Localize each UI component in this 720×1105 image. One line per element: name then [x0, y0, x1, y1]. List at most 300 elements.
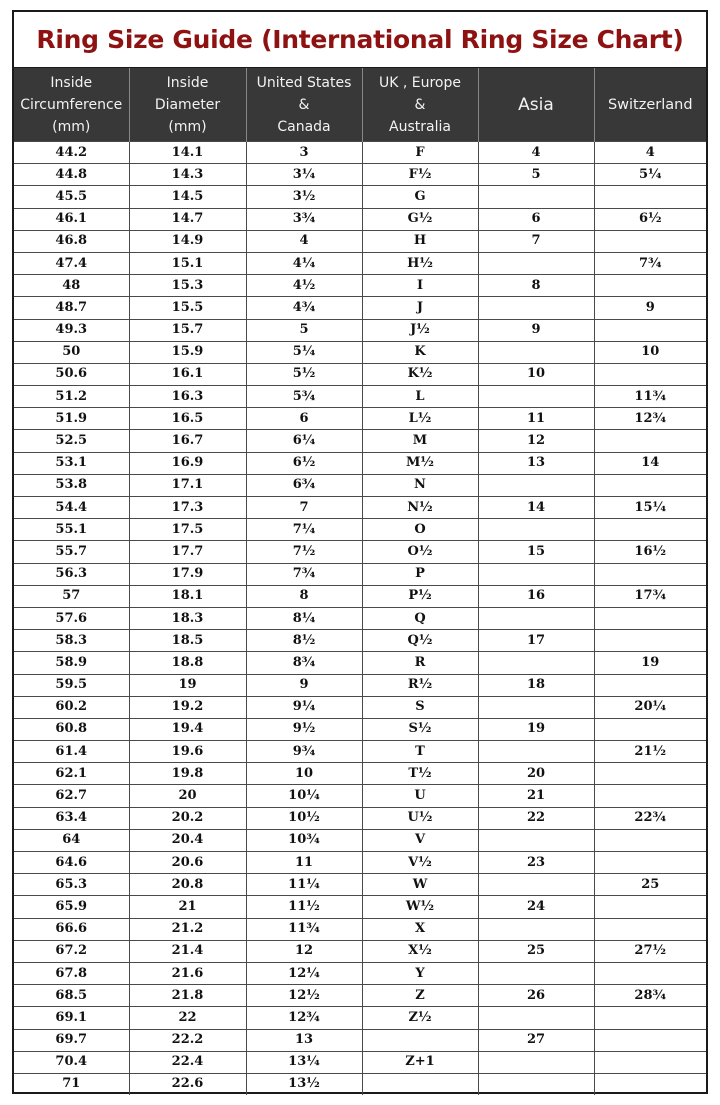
asia-size-cell: 5 — [478, 164, 594, 186]
diameter-cell: 21.8 — [129, 985, 246, 1007]
table-row — [14, 918, 706, 940]
us-size-cell: 4 — [246, 230, 362, 252]
diameter-cell: 22.2 — [129, 1029, 246, 1051]
asia-size-cell: 17 — [478, 630, 594, 652]
header-switzerland: Switzerland — [594, 68, 706, 142]
us-size-cell: 7¾ — [246, 563, 362, 585]
asia-size-cell — [478, 474, 594, 496]
circumference-cell: 64.6 — [14, 852, 129, 874]
asia-size-cell: 11 — [478, 408, 594, 430]
swiss-size-cell — [594, 519, 706, 541]
us-size-cell: 6¼ — [246, 430, 362, 452]
us-size-cell: 3½ — [246, 186, 362, 208]
diameter-cell: 19.2 — [129, 696, 246, 718]
diameter-cell: 17.5 — [129, 519, 246, 541]
circumference-cell: 50 — [14, 341, 129, 363]
uk-size-cell: U — [362, 785, 478, 807]
table-row — [14, 852, 706, 874]
table-row — [14, 874, 706, 896]
asia-size-cell — [478, 696, 594, 718]
circumference-cell: 71 — [14, 1073, 129, 1095]
uk-size-cell: R — [362, 652, 478, 674]
uk-size-cell: O½ — [362, 541, 478, 563]
diameter-cell: 16.1 — [129, 363, 246, 385]
diameter-cell: 15.5 — [129, 297, 246, 319]
table-row — [14, 1007, 706, 1029]
circumference-cell: 55.7 — [14, 541, 129, 563]
asia-size-cell — [478, 741, 594, 763]
swiss-size-cell: 14 — [594, 452, 706, 474]
asia-size-cell: 26 — [478, 985, 594, 1007]
diameter-cell: 22.4 — [129, 1051, 246, 1073]
uk-size-cell: O — [362, 519, 478, 541]
swiss-size-cell: 20¼ — [594, 696, 706, 718]
header-us-canada: United States & Canada — [246, 68, 362, 142]
uk-size-cell: H — [362, 230, 478, 252]
swiss-size-cell — [594, 896, 706, 918]
uk-size-cell: J½ — [362, 319, 478, 341]
uk-size-cell: N — [362, 474, 478, 496]
us-size-cell: 12½ — [246, 985, 362, 1007]
table-row — [14, 763, 706, 785]
table-row — [14, 430, 706, 452]
circumference-cell: 53.8 — [14, 474, 129, 496]
asia-size-cell: 16 — [478, 585, 594, 607]
table-row — [14, 585, 706, 607]
table-row — [14, 940, 706, 962]
uk-size-cell: X — [362, 918, 478, 940]
asia-size-cell — [478, 607, 594, 629]
swiss-size-cell: 17¾ — [594, 585, 706, 607]
uk-size-cell: S½ — [362, 718, 478, 740]
circumference-cell: 57.6 — [14, 607, 129, 629]
swiss-size-cell — [594, 319, 706, 341]
swiss-size-cell: 9 — [594, 297, 706, 319]
asia-size-cell — [478, 1073, 594, 1095]
circumference-cell: 62.7 — [14, 785, 129, 807]
swiss-size-cell: 12¾ — [594, 408, 706, 430]
asia-size-cell: 8 — [478, 275, 594, 297]
asia-size-cell — [478, 874, 594, 896]
us-size-cell: 4¾ — [246, 297, 362, 319]
table-row — [14, 785, 706, 807]
circumference-cell: 45.5 — [14, 186, 129, 208]
swiss-size-cell: 28¾ — [594, 985, 706, 1007]
diameter-cell: 14.1 — [129, 142, 246, 164]
circumference-cell: 60.2 — [14, 696, 129, 718]
uk-size-cell: G — [362, 186, 478, 208]
us-size-cell: 13¼ — [246, 1051, 362, 1073]
uk-size-cell: Q½ — [362, 630, 478, 652]
us-size-cell: 4½ — [246, 275, 362, 297]
swiss-size-cell — [594, 1073, 706, 1095]
swiss-size-cell — [594, 918, 706, 940]
table-row — [14, 607, 706, 629]
uk-size-cell — [362, 1073, 478, 1095]
us-size-cell: 11¼ — [246, 874, 362, 896]
diameter-cell: 14.9 — [129, 230, 246, 252]
swiss-size-cell — [594, 1051, 706, 1073]
us-size-cell: 11 — [246, 852, 362, 874]
swiss-size-cell: 21½ — [594, 741, 706, 763]
swiss-size-cell: 4 — [594, 142, 706, 164]
table-row — [14, 1029, 706, 1051]
uk-size-cell: K — [362, 341, 478, 363]
asia-size-cell — [478, 829, 594, 851]
asia-size-cell — [478, 186, 594, 208]
us-size-cell: 8 — [246, 585, 362, 607]
diameter-cell: 20.2 — [129, 807, 246, 829]
swiss-size-cell — [594, 607, 706, 629]
circumference-cell: 49.3 — [14, 319, 129, 341]
diameter-cell: 20.8 — [129, 874, 246, 896]
table-row — [14, 563, 706, 585]
swiss-size-cell: 10 — [594, 341, 706, 363]
circumference-cell: 58.3 — [14, 630, 129, 652]
diameter-cell: 14.7 — [129, 208, 246, 230]
diameter-cell: 16.3 — [129, 386, 246, 408]
table-row — [14, 452, 706, 474]
table-row — [14, 807, 706, 829]
circumference-cell: 63.4 — [14, 807, 129, 829]
swiss-size-cell — [594, 829, 706, 851]
us-size-cell: 10¾ — [246, 829, 362, 851]
table-row — [14, 630, 706, 652]
us-size-cell: 4¼ — [246, 252, 362, 274]
circumference-cell: 59.5 — [14, 674, 129, 696]
asia-size-cell: 18 — [478, 674, 594, 696]
uk-size-cell: P — [362, 563, 478, 585]
us-size-cell: 8¾ — [246, 652, 362, 674]
table-row — [14, 718, 706, 740]
us-size-cell: 5 — [246, 319, 362, 341]
diameter-cell: 17.1 — [129, 474, 246, 496]
diameter-cell: 20.6 — [129, 852, 246, 874]
diameter-cell: 20 — [129, 785, 246, 807]
table-row — [14, 275, 706, 297]
circumference-cell: 64 — [14, 829, 129, 851]
circumference-cell: 61.4 — [14, 741, 129, 763]
circumference-cell: 46.1 — [14, 208, 129, 230]
us-size-cell: 9¼ — [246, 696, 362, 718]
table-row — [14, 386, 706, 408]
swiss-size-cell — [594, 275, 706, 297]
circumference-cell: 67.2 — [14, 940, 129, 962]
table-row — [14, 674, 706, 696]
circumference-cell: 50.6 — [14, 363, 129, 385]
us-size-cell: 5½ — [246, 363, 362, 385]
asia-size-cell — [478, 519, 594, 541]
diameter-cell: 14.3 — [129, 164, 246, 186]
table-row — [14, 896, 706, 918]
asia-size-cell: 20 — [478, 763, 594, 785]
us-size-cell: 5¾ — [246, 386, 362, 408]
uk-size-cell: I — [362, 275, 478, 297]
uk-size-cell: U½ — [362, 807, 478, 829]
diameter-cell: 20.4 — [129, 829, 246, 851]
us-size-cell: 9 — [246, 674, 362, 696]
uk-size-cell: V½ — [362, 852, 478, 874]
asia-size-cell — [478, 918, 594, 940]
swiss-size-cell — [594, 1029, 706, 1051]
asia-size-cell — [478, 962, 594, 984]
diameter-cell: 19.8 — [129, 763, 246, 785]
asia-size-cell — [478, 386, 594, 408]
uk-size-cell: Y — [362, 962, 478, 984]
table-row — [14, 741, 706, 763]
us-size-cell: 3¼ — [246, 164, 362, 186]
circumference-cell: 46.8 — [14, 230, 129, 252]
circumference-cell: 60.8 — [14, 718, 129, 740]
swiss-size-cell — [594, 674, 706, 696]
diameter-cell: 15.1 — [129, 252, 246, 274]
us-size-cell: 12¼ — [246, 962, 362, 984]
uk-size-cell: G½ — [362, 208, 478, 230]
swiss-size-cell — [594, 186, 706, 208]
diameter-cell: 21 — [129, 896, 246, 918]
swiss-size-cell — [594, 852, 706, 874]
table-row — [14, 186, 706, 208]
us-size-cell: 7½ — [246, 541, 362, 563]
diameter-cell: 17.3 — [129, 497, 246, 519]
swiss-size-cell — [594, 563, 706, 585]
header-asia: Asia — [478, 68, 594, 142]
us-size-cell: 6 — [246, 408, 362, 430]
table-row — [14, 541, 706, 563]
table-row — [14, 319, 706, 341]
table-header — [14, 68, 706, 142]
diameter-cell: 22.6 — [129, 1073, 246, 1095]
asia-size-cell: 12 — [478, 430, 594, 452]
swiss-size-cell: 27½ — [594, 940, 706, 962]
us-size-cell: 10 — [246, 763, 362, 785]
swiss-size-cell — [594, 630, 706, 652]
uk-size-cell: N½ — [362, 497, 478, 519]
diameter-cell: 15.7 — [129, 319, 246, 341]
table-row — [14, 408, 706, 430]
chart-title: Ring Size Guide (International Ring Size Chart) — [14, 12, 706, 68]
uk-size-cell: S — [362, 696, 478, 718]
ring-size-chart — [12, 10, 708, 1094]
table-row — [14, 1051, 706, 1073]
uk-size-cell: Z — [362, 985, 478, 1007]
circumference-cell: 47.4 — [14, 252, 129, 274]
circumference-cell: 54.4 — [14, 497, 129, 519]
swiss-size-cell: 7¾ — [594, 252, 706, 274]
uk-size-cell: H½ — [362, 252, 478, 274]
diameter-cell: 16.5 — [129, 408, 246, 430]
diameter-cell: 18.3 — [129, 607, 246, 629]
asia-size-cell: 6 — [478, 208, 594, 230]
uk-size-cell: F — [362, 142, 478, 164]
asia-size-cell — [478, 1051, 594, 1073]
table-row — [14, 164, 706, 186]
swiss-size-cell: 5¼ — [594, 164, 706, 186]
us-size-cell: 13 — [246, 1029, 362, 1051]
uk-size-cell: M½ — [362, 452, 478, 474]
asia-size-cell: 15 — [478, 541, 594, 563]
asia-size-cell: 25 — [478, 940, 594, 962]
uk-size-cell: Z½ — [362, 1007, 478, 1029]
us-size-cell: 13½ — [246, 1073, 362, 1095]
circumference-cell: 51.2 — [14, 386, 129, 408]
circumference-cell: 62.1 — [14, 763, 129, 785]
us-size-cell: 11½ — [246, 896, 362, 918]
uk-size-cell: P½ — [362, 585, 478, 607]
circumference-cell: 67.8 — [14, 962, 129, 984]
swiss-size-cell — [594, 230, 706, 252]
diameter-cell: 21.2 — [129, 918, 246, 940]
swiss-size-cell — [594, 363, 706, 385]
us-size-cell: 8½ — [246, 630, 362, 652]
diameter-cell: 19.6 — [129, 741, 246, 763]
swiss-size-cell: 19 — [594, 652, 706, 674]
circumference-cell: 68.5 — [14, 985, 129, 1007]
swiss-size-cell: 6½ — [594, 208, 706, 230]
circumference-cell: 48.7 — [14, 297, 129, 319]
diameter-cell: 16.7 — [129, 430, 246, 452]
diameter-cell: 14.5 — [129, 186, 246, 208]
us-size-cell: 3 — [246, 142, 362, 164]
asia-size-cell — [478, 652, 594, 674]
uk-size-cell: T½ — [362, 763, 478, 785]
uk-size-cell: J — [362, 297, 478, 319]
asia-size-cell: 21 — [478, 785, 594, 807]
uk-size-cell: L½ — [362, 408, 478, 430]
table-row — [14, 341, 706, 363]
circumference-cell: 53.1 — [14, 452, 129, 474]
swiss-size-cell — [594, 962, 706, 984]
swiss-size-cell — [594, 763, 706, 785]
diameter-cell: 19 — [129, 674, 246, 696]
circumference-cell: 65.9 — [14, 896, 129, 918]
uk-size-cell — [362, 1029, 478, 1051]
swiss-size-cell: 25 — [594, 874, 706, 896]
circumference-cell: 55.1 — [14, 519, 129, 541]
diameter-cell: 16.9 — [129, 452, 246, 474]
circumference-cell: 44.8 — [14, 164, 129, 186]
diameter-cell: 22 — [129, 1007, 246, 1029]
table-row — [14, 297, 706, 319]
circumference-cell: 69.1 — [14, 1007, 129, 1029]
table-row — [14, 696, 706, 718]
diameter-cell: 15.3 — [129, 275, 246, 297]
us-size-cell: 6½ — [246, 452, 362, 474]
table-row — [14, 230, 706, 252]
uk-size-cell: Q — [362, 607, 478, 629]
diameter-cell: 15.9 — [129, 341, 246, 363]
table-body — [14, 142, 706, 1096]
uk-size-cell: W½ — [362, 896, 478, 918]
diameter-cell: 18.8 — [129, 652, 246, 674]
asia-size-cell: 14 — [478, 497, 594, 519]
asia-size-cell — [478, 252, 594, 274]
circumference-cell: 51.9 — [14, 408, 129, 430]
circumference-cell: 69.7 — [14, 1029, 129, 1051]
swiss-size-cell: 11¾ — [594, 386, 706, 408]
uk-size-cell: M — [362, 430, 478, 452]
table-row — [14, 363, 706, 385]
asia-size-cell: 10 — [478, 363, 594, 385]
diameter-cell: 17.9 — [129, 563, 246, 585]
asia-size-cell: 19 — [478, 718, 594, 740]
uk-size-cell: X½ — [362, 940, 478, 962]
circumference-cell: 70.4 — [14, 1051, 129, 1073]
us-size-cell: 12¾ — [246, 1007, 362, 1029]
diameter-cell: 18.5 — [129, 630, 246, 652]
circumference-cell: 48 — [14, 275, 129, 297]
swiss-size-cell — [594, 1007, 706, 1029]
swiss-size-cell — [594, 474, 706, 496]
diameter-cell: 19.4 — [129, 718, 246, 740]
ring-size-table — [14, 68, 706, 1095]
table-row — [14, 497, 706, 519]
us-size-cell: 8¼ — [246, 607, 362, 629]
table-row — [14, 474, 706, 496]
asia-size-cell: 7 — [478, 230, 594, 252]
uk-size-cell: K½ — [362, 363, 478, 385]
diameter-cell: 21.4 — [129, 940, 246, 962]
asia-size-cell: 13 — [478, 452, 594, 474]
swiss-size-cell: 22¾ — [594, 807, 706, 829]
asia-size-cell: 23 — [478, 852, 594, 874]
us-size-cell: 5¼ — [246, 341, 362, 363]
table-row — [14, 208, 706, 230]
us-size-cell: 3¾ — [246, 208, 362, 230]
asia-size-cell: 27 — [478, 1029, 594, 1051]
uk-size-cell: F½ — [362, 164, 478, 186]
asia-size-cell — [478, 297, 594, 319]
swiss-size-cell — [594, 718, 706, 740]
table-row — [14, 252, 706, 274]
asia-size-cell: 9 — [478, 319, 594, 341]
circumference-cell: 56.3 — [14, 563, 129, 585]
diameter-cell: 17.7 — [129, 541, 246, 563]
us-size-cell: 6¾ — [246, 474, 362, 496]
table-row — [14, 962, 706, 984]
circumference-cell: 66.6 — [14, 918, 129, 940]
asia-size-cell: 24 — [478, 896, 594, 918]
table-row — [14, 142, 706, 164]
us-size-cell: 9¾ — [246, 741, 362, 763]
us-size-cell: 10½ — [246, 807, 362, 829]
us-size-cell: 10¼ — [246, 785, 362, 807]
asia-size-cell — [478, 1007, 594, 1029]
uk-size-cell: T — [362, 741, 478, 763]
uk-size-cell: Z+1 — [362, 1051, 478, 1073]
header-uk-europe-australia: UK , Europe & Australia — [362, 68, 478, 142]
table-row — [14, 985, 706, 1007]
uk-size-cell: R½ — [362, 674, 478, 696]
swiss-size-cell — [594, 430, 706, 452]
table-row — [14, 829, 706, 851]
circumference-cell: 57 — [14, 585, 129, 607]
asia-size-cell — [478, 341, 594, 363]
asia-size-cell: 4 — [478, 142, 594, 164]
diameter-cell: 21.6 — [129, 962, 246, 984]
uk-size-cell: L — [362, 386, 478, 408]
asia-size-cell: 22 — [478, 807, 594, 829]
swiss-size-cell: 16½ — [594, 541, 706, 563]
diameter-cell: 18.1 — [129, 585, 246, 607]
table-row — [14, 1073, 706, 1095]
us-size-cell: 7 — [246, 497, 362, 519]
us-size-cell: 12 — [246, 940, 362, 962]
table-row — [14, 652, 706, 674]
header-inside-circumference: Inside Circumference (mm) — [14, 68, 129, 142]
uk-size-cell: W — [362, 874, 478, 896]
us-size-cell: 9½ — [246, 718, 362, 740]
